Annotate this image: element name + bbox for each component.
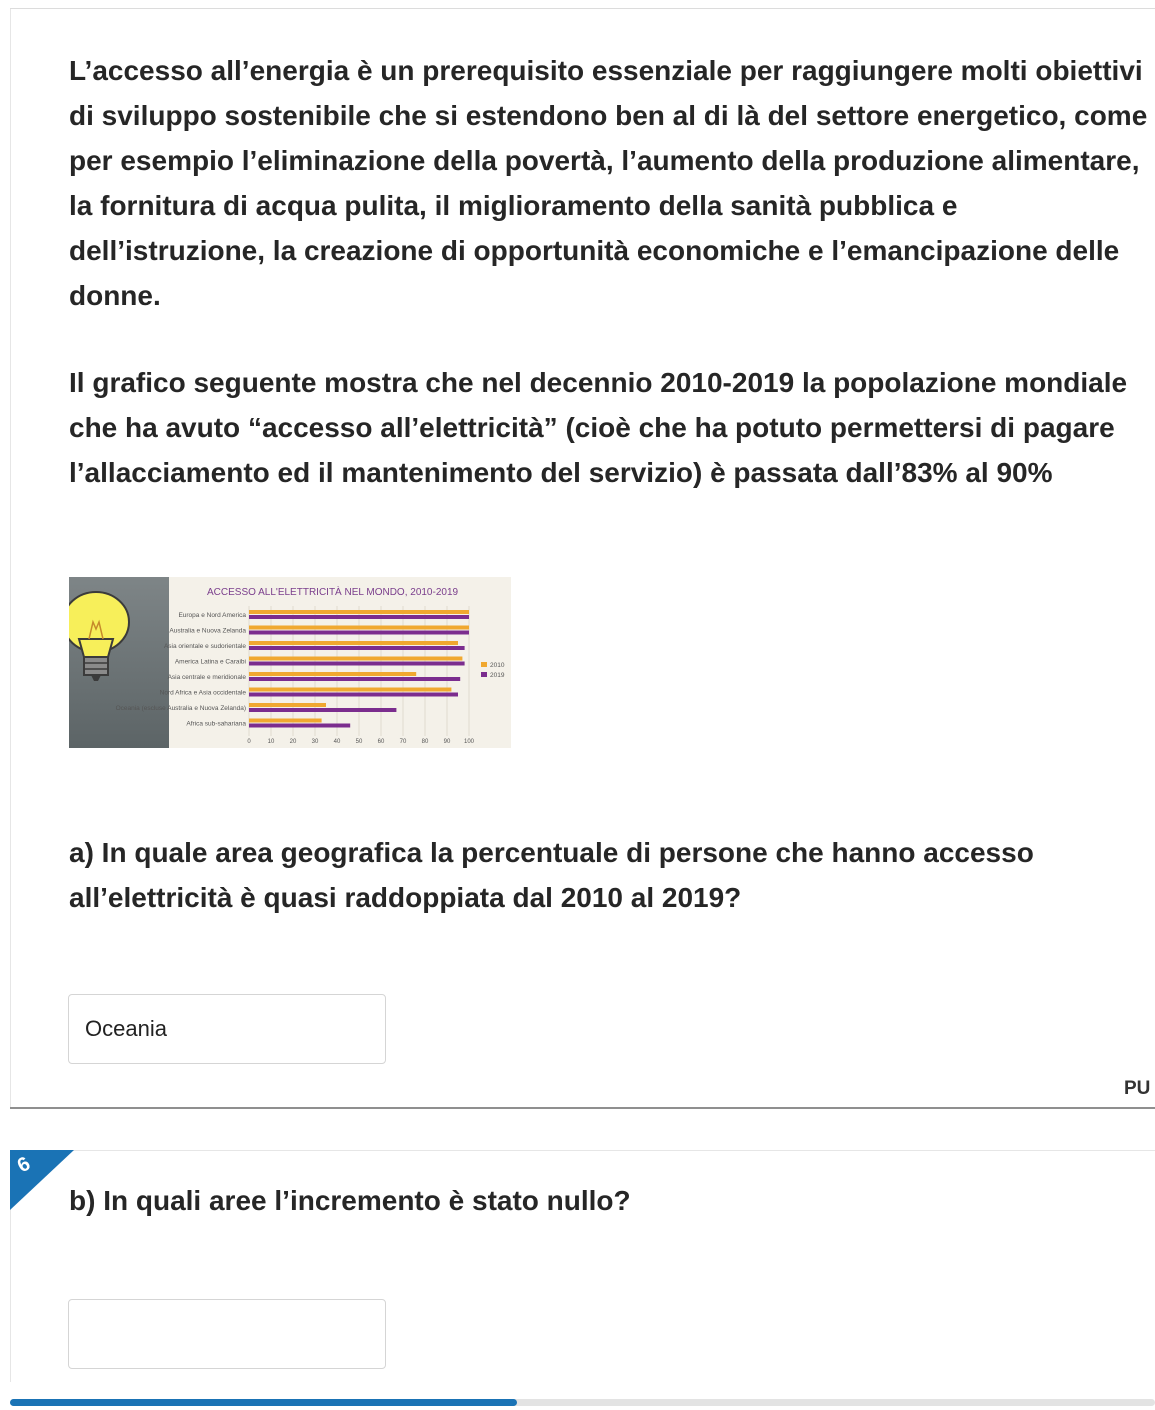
chart-svg <box>69 577 511 748</box>
chart-description-paragraph: Il grafico seguente mostra che nel decennio 2010-2019 la popolazione mondiale che ha avuto “accesso all’elettricità” (cioè che ha potuto permettersi di pagare l’allacciamento ed il mantenimento del servizio) è passata dall’83% al 90% <box>69 367 1128 488</box>
x-tick-label: 70 <box>399 739 407 745</box>
progress-bar-fill <box>10 1399 517 1406</box>
chart-title: ACCESSO ALL'ELETTRICITÀ NEL MONDO, 2010-2019 <box>207 587 459 598</box>
bar-2010-3 <box>249 657 462 661</box>
category-label: Oceania (escluse Australia e Nuova Zelanda) <box>115 705 246 712</box>
category-label: Asia orientale e sudorientale <box>163 643 246 650</box>
bar-2019-5 <box>249 693 458 697</box>
x-tick-label: 80 <box>421 739 429 745</box>
chart-category-labels <box>116 612 247 728</box>
intro-paragraph: L’accesso all’energia è un prerequisito essenziale per raggiungere molti obiettivi di sviluppo sostenibile che si estendono ben al di là del settore energetico, come per esempio l’eliminazione della povertà, l’aumento della produzione alimentare, la fornitura di acqua pulita, il miglioramento della sanità pubblica e dell’istruzione, la creazione di opportunità economiche e l’emancipazione delle donne. <box>69 55 1148 311</box>
lightbulb-icon <box>69 592 129 681</box>
chart-x-ticks <box>247 739 474 745</box>
category-label: Africa sub-sahariana <box>186 720 246 728</box>
bar-2010-0 <box>249 610 469 614</box>
bar-2019-1 <box>249 631 469 635</box>
x-tick-label: 90 <box>443 739 451 745</box>
bar-2019-2 <box>249 646 465 650</box>
top-divider <box>10 8 1155 9</box>
bar-2010-6 <box>249 703 326 707</box>
bar-2010-2 <box>249 641 458 645</box>
bar-2010-4 <box>249 672 416 676</box>
bar-2010-7 <box>249 719 322 723</box>
card-top-border <box>10 1150 1155 1151</box>
progress-bar <box>10 1399 1155 1406</box>
x-tick-label: 40 <box>333 739 341 745</box>
question-number: 6 <box>13 1152 35 1178</box>
x-tick-label: 20 <box>289 739 297 745</box>
section-divider <box>10 1107 1155 1109</box>
bar-2019-0 <box>249 615 469 619</box>
x-tick-label: 100 <box>463 739 475 745</box>
bar-2019-7 <box>249 724 350 728</box>
category-label: America Latina e Caraibi <box>174 658 246 666</box>
bar-2019-4 <box>249 677 460 681</box>
answer-a-input[interactable] <box>68 994 386 1064</box>
legend-label: 2010 <box>490 662 505 669</box>
bar-2019-6 <box>249 708 396 712</box>
answer-b-input[interactable] <box>68 1299 386 1369</box>
legend-swatch-2010 <box>481 662 487 667</box>
x-tick-label: 60 <box>377 739 385 745</box>
x-tick-label: 0 <box>247 739 251 745</box>
bar-2010-1 <box>249 626 469 630</box>
bar-2019-3 <box>249 662 465 666</box>
question-a-text: a) In quale area geografica la percentuale di persone che hanno accesso all’elettricità è quasi raddoppiata dal 2010 al 2019? <box>69 837 1034 913</box>
x-tick-label: 50 <box>355 739 363 745</box>
bar-2010-5 <box>249 688 451 692</box>
question-b-text: b) In quali aree l’incremento è stato nullo? <box>69 1185 631 1216</box>
pu-label: PU <box>1124 1078 1151 1099</box>
electricity-access-chart <box>69 577 511 748</box>
category-label: Europa e Nord America <box>178 612 246 619</box>
legend-label: 2019 <box>490 672 505 679</box>
x-tick-label: 30 <box>311 739 319 745</box>
legend-swatch-2019 <box>481 672 487 677</box>
category-label: Nord Africa e Asia occidentale <box>159 689 246 697</box>
category-label: Australia e Nuova Zelanda <box>169 627 246 635</box>
x-tick-label: 10 <box>267 739 275 745</box>
card-border <box>10 9 11 1107</box>
category-label: Asia centrale e meridionale <box>167 674 246 681</box>
chart-legend <box>481 662 505 679</box>
